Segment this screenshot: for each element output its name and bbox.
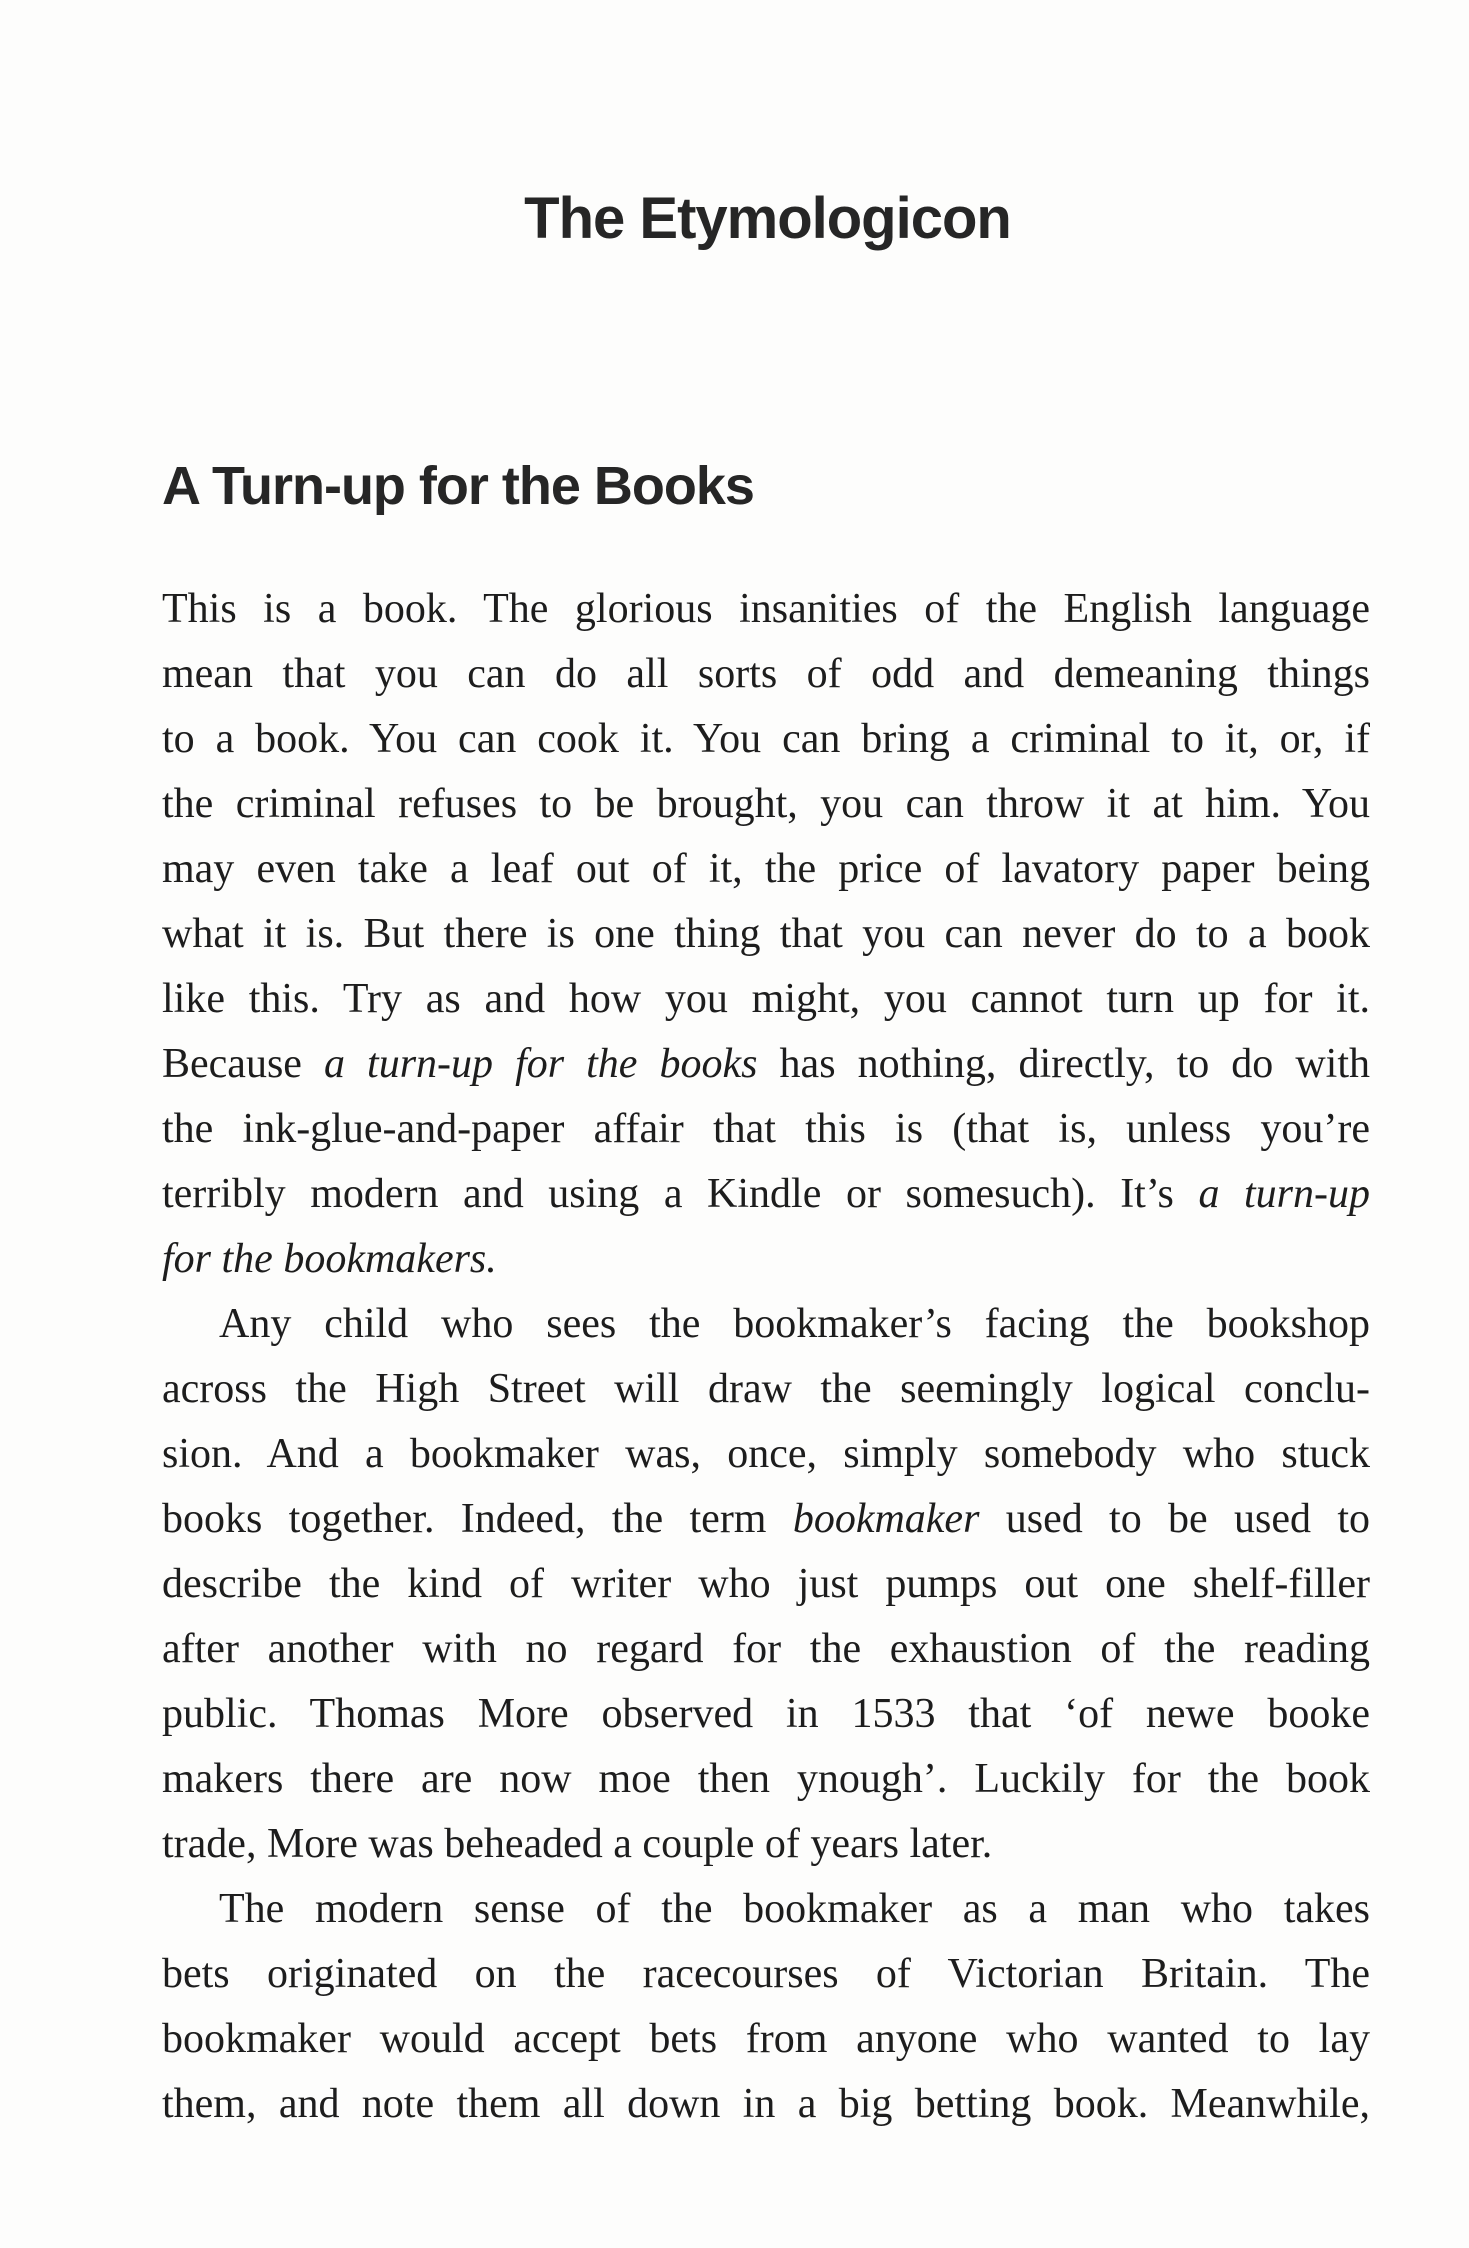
text-segment: Any child who sees the bookmaker’s facing the bookshop (219, 1301, 1370, 1347)
text-line (162, 1812, 1370, 1877)
text-line (162, 1032, 1370, 1097)
text-segment: bets originated on the racecourses of Victorian Britain. The (162, 1951, 1370, 1997)
text-line (162, 1552, 1370, 1617)
text-segment: may even take a leaf out of it, the price of lavatory paper being (162, 846, 1370, 892)
text-segment: trade, More was beheaded a couple of years later. (162, 1821, 993, 1867)
text-line (162, 1292, 1370, 1357)
text-line (162, 1617, 1370, 1682)
italic-text: a turn-up (1198, 1171, 1371, 1217)
text-line (162, 772, 1370, 837)
text-line (162, 837, 1370, 902)
text-line (162, 707, 1370, 772)
text-segment: books together. Indeed, the term (162, 1496, 793, 1542)
text-line (162, 1877, 1370, 1942)
text-segment: to a book. You can cook it. You can bring a criminal to it, or, if (162, 716, 1370, 762)
text-line (162, 967, 1370, 1032)
text-segment: sion. And a bookmaker was, once, simply somebody who stuck (162, 1431, 1370, 1477)
text-line (162, 1227, 1370, 1292)
italic-text: for the bookmakers. (162, 1236, 497, 1282)
text-line (162, 1422, 1370, 1487)
text-segment: mean that you can do all sorts of odd and demeaning things (162, 651, 1370, 697)
text-line (162, 1097, 1370, 1162)
text-line (162, 1942, 1370, 2007)
text-segment: has nothing, directly, to do with (757, 1041, 1371, 1087)
text-segment: Because (162, 1041, 324, 1087)
text-line (162, 1162, 1370, 1227)
text-line (162, 1682, 1370, 1747)
text-line (162, 642, 1370, 707)
text-segment: what it is. But there is one thing that you can never do to a book (162, 911, 1370, 957)
text-line (162, 2072, 1370, 2137)
text-segment: bookmaker would accept bets from anyone who wanted to lay (162, 2016, 1370, 2062)
body-text (162, 577, 1370, 2137)
text-segment: after another with no regard for the exhaustion of the reading (162, 1626, 1370, 1672)
book-title: The Etymologicon (524, 186, 1011, 251)
text-line (162, 1487, 1370, 1552)
text-segment: public. Thomas More observed in 1533 that ‘of newe booke (162, 1691, 1370, 1737)
text-segment: them, and note them all down in a big betting book. Meanwhile, (162, 2081, 1370, 2127)
text-segment: makers there are now moe then ynough’. Luckily for the book (162, 1756, 1370, 1802)
italic-text: a turn-up for the books (323, 1041, 758, 1087)
text-line (162, 902, 1370, 967)
text-segment: The modern sense of the bookmaker as a man who takes (219, 1886, 1370, 1932)
chapter-heading: A Turn-up for the Books (162, 456, 754, 516)
text-segment: This is a book. The glorious insanities of the English language (162, 586, 1370, 632)
text-line (162, 2007, 1370, 2072)
text-segment: the criminal refuses to be brought, you can throw it at him. You (162, 781, 1370, 827)
text-segment: like this. Try as and how you might, you cannot turn up for it. (162, 976, 1370, 1022)
text-line (162, 1747, 1370, 1812)
text-line (162, 1357, 1370, 1422)
text-segment: describe the kind of writer who just pumps out one shelf-filler (162, 1561, 1370, 1607)
text-line (162, 577, 1370, 642)
text-segment: terribly modern and using a Kindle or somesuch). It’s (162, 1171, 1199, 1217)
italic-text: bookmaker (792, 1496, 980, 1542)
text-segment: across the High Street will draw the seemingly logical conclu- (162, 1366, 1370, 1412)
text-segment: the ink-glue-and-paper affair that this is (that is, unless you’re (162, 1106, 1370, 1152)
text-segment: used to be used to (979, 1496, 1370, 1542)
